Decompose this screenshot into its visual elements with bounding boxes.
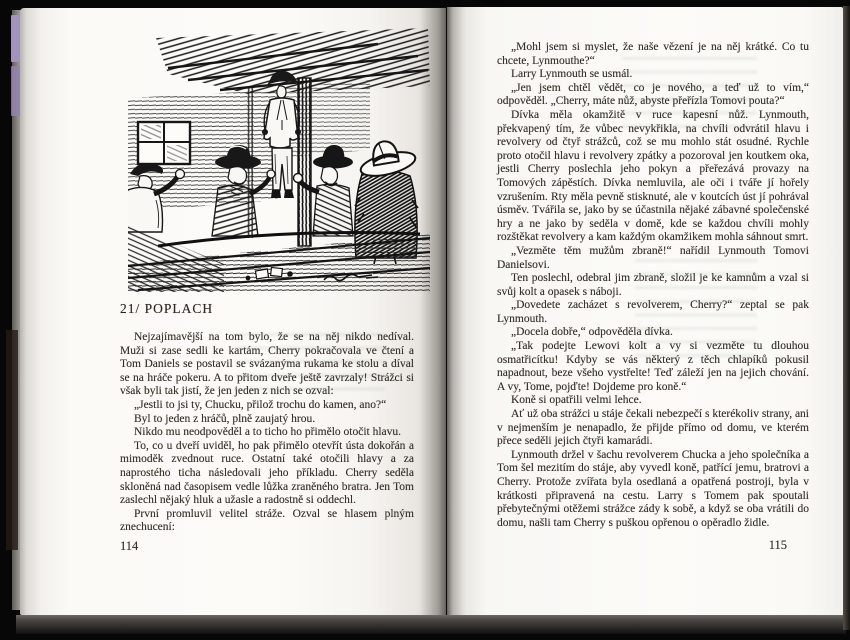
paragraph: Nejzajímavější na tom bylo, že se na něj nikdo nedíval. Muži si zase sedli ke kartám, Cherry pokračovala ve čtení a Tom Daniels se postavil se svázanýma rukama ke stolu a díval se na hráče pokeru. A to přitom dveře ještě zavrzaly! Strážci si však byli tak jistí, že jen jeden z nich se ozval: xyxy=(120,331,414,398)
paragraph: Ten poslechl, odebral jim zbraně, složil je ke kamnům a vzal si svůj kolt a opasek s náboji. xyxy=(497,272,809,298)
cover-edge xyxy=(6,330,18,550)
paragraph: Lynmouth držel v šachu revolverem Chucka a jeho společníka a Tom šel mezitím do stáje, aby vyvedl koně, patřící jemu, bratrovi a Cherry. Protože zvířata byla osedlaná a opatřená postroji, byla v krátkosti připravená na cestu. Larry s Tomem pak spoutali přebytečnými otěžemi strážce zády k sobě, a když se oba vrátili do domu, našli tam Cherry s puškou opřenou o opěradlo židle. xyxy=(497,448,809,529)
chapter-heading: 21/ POPLACH xyxy=(120,301,214,316)
paragraph: „Jestli to jsi ty, Chucku, přilož trochu do kamen, ano?“ xyxy=(134,398,387,411)
paragraph: „Dovedete zacházet s revolverem, Cherry?“ zeptal se pak Lynmouth. xyxy=(497,299,809,325)
paragraph: Nikdo mu neodpověděl a to ticho ho přimělo otočit hlavu. xyxy=(134,426,402,439)
paragraph: „Docela dobře,“ odpověděla dívka. xyxy=(511,326,673,339)
chapter-illustration xyxy=(128,28,430,292)
paragraph: Ať už oba strážci u stáje čekali nebezpečí s kterékoliv strany, ani v nejmenším je nenapadlo, že přijde přímo od domu, ve kterém přece seděli jejich čtyři kamarádi. xyxy=(497,408,809,448)
page-number-left: 114 xyxy=(120,539,139,553)
left-page xyxy=(20,8,446,615)
page-block-bottom-edge xyxy=(16,615,846,634)
left-page-text xyxy=(120,331,414,535)
paragraph: Dívka měla okamžitě v ruce kapesní nůž. Lynmouth, překvapený tím, že vůbec nevykřikla, na chvíli odvrátil hlavu i revolvery od čtyř strážců, což se mu mohlo stát osudné. Rychle proto otočil hlavu i revolvery zpátky a pozoroval jen koutkem oka, jestli Cherry poslechla jeho pokyn a přeřezává provazy na Tomových zápěstích. Dívka nemluvila, ale oči i tváře jí hořely vzrušením. Rty měla pevně stisknuté, ale v koutcích úst jí pohrával úsměv. Tvářila se, jako by se účastnila nějaké zábavné společenské hry a ne jako by seděla v domě, kde se každou chvíli mohly rozštěkat revolvery a kam každým okamžikem mohla sáhnout smrt. xyxy=(497,108,809,244)
paragraph: „Tak podejte Lewovi kolt a vy si vezměte tu dlouhou osmatřicítku! Kdyby se vás některý z těch chlapíků pokusil napadnout, beze všeho vystřelte! Teď záleží jen na jejich chování. A vy, Tome, pojďte! Dojdeme pro koně.“ xyxy=(497,340,809,393)
right-page xyxy=(447,7,843,617)
page-block-right-edge xyxy=(843,6,850,630)
paragraph: První promluvil velitel stráže. Ozval se hlasem plným znechucení: xyxy=(120,507,414,534)
paragraph: „Mohl jsem si myslet, že naše vězení je na něj krátké. Co tu chcete, Lynmouthe?“ xyxy=(497,41,809,67)
paragraph: Larry Lynmouth se usmál. xyxy=(511,68,633,81)
paragraph: Koně si opatřili velmi lehce. xyxy=(511,394,642,407)
paragraph: „Jen jsem chtěl vědět, co je nového, a teď už to vím,“ odpověděl. „Cherry, máte nůž, abyste přeřízla Tomovi pouta?“ xyxy=(497,81,809,108)
paragraph: „Vezměte těm mužům zbraně!“ nařídil Lynmouth Tomovi Danielsovi. xyxy=(497,244,809,271)
page-number-right: 115 xyxy=(768,538,787,552)
paragraph: To, co u dveří uviděl, ho pak přimělo otevřít ústa dokořán a mimoděk zvednout ruce. Ostatní také otočili hlavy a za naprostého ticha následovali jeho příkladu. Cherry seděla skloněná nad časopisem vedle lůžka zraněného bratra. Jen Tom zaslechl nějaký hluk a užasle a radostně si oddechl. xyxy=(120,439,414,507)
paragraph: Byl to jeden z hráčů, plně zaujatý hrou. xyxy=(134,412,316,425)
right-page-text xyxy=(497,41,809,530)
